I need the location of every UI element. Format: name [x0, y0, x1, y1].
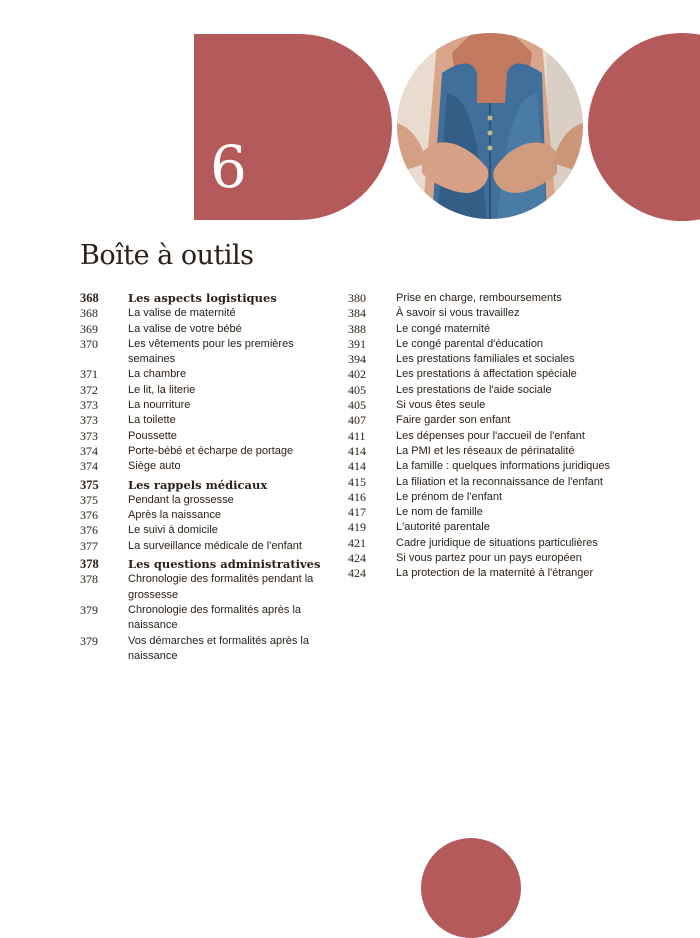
toc-label: Poussette: [128, 429, 177, 442]
toc-page-number: 411: [348, 428, 366, 443]
toc-label: Porte-bébé et écharpe de portage: [128, 444, 294, 457]
toc-section: [80, 478, 330, 493]
toc-page-number: 368: [80, 291, 99, 305]
toc-label: Les dépenses pour l'accueil de l'enfant: [396, 429, 585, 442]
toc-entry: [348, 551, 648, 566]
toc-label: Vos démarches et formalités après la naissance: [128, 634, 309, 662]
toc-label: Cadre juridique de situations particulières: [396, 536, 598, 549]
toc-column-left: [80, 291, 330, 664]
toc-entry: [348, 337, 648, 352]
toc-label: La surveillance médicale de l'enfant: [128, 539, 302, 552]
toc-label: La famille : quelques informations juridiques: [396, 460, 611, 473]
toc-page-number: 378: [80, 557, 99, 572]
toc-entry: [348, 566, 648, 581]
toc-entry: [348, 490, 648, 505]
toc-entry: [80, 459, 330, 474]
toc-entry: [348, 505, 648, 520]
toc-label: Chronologie des formalités pendant la grossesse: [128, 573, 314, 601]
toc-page-number: 371: [80, 367, 98, 382]
toc-page-number: 405: [348, 382, 366, 397]
decorative-circle-bottom: [421, 838, 521, 938]
toc-label: Le prénom de l'enfant: [396, 490, 503, 503]
toc-page-number: 384: [348, 306, 366, 321]
toc-label: Pendant la grossesse: [128, 493, 234, 506]
toc-page-number: 394: [348, 352, 366, 367]
toc-entry: [348, 413, 648, 428]
toc-entry: [80, 523, 330, 538]
photo-illustration: [397, 33, 583, 219]
toc-entry: [80, 429, 330, 444]
toc-entry: [80, 572, 330, 603]
toc-entry: [348, 322, 648, 337]
toc-entry: [80, 306, 330, 321]
toc-label: Le lit, la literie: [128, 383, 196, 396]
toc-label: La PMI et les réseaux de périnatalité: [396, 444, 575, 457]
toc-page-number: 415: [348, 474, 366, 489]
toc-page-number: 417: [348, 505, 366, 520]
toc-label: Après la naissance: [128, 509, 221, 522]
toc-page-number: 388: [348, 321, 366, 336]
toc-entry: [348, 536, 648, 551]
chapter-number: 6: [210, 133, 247, 201]
toc-page-number: 421: [348, 535, 366, 550]
chapter-title: Boîte à outils: [80, 240, 254, 271]
toc-entry: [348, 459, 648, 474]
toc-page-number: 373: [80, 413, 98, 428]
toc-entry: [348, 367, 648, 382]
toc-label: Faire garder son enfant: [396, 414, 511, 427]
decorative-circle-right: [588, 33, 700, 221]
toc-page-number: 416: [348, 489, 366, 504]
toc-page-number: 391: [348, 336, 366, 351]
toc-label: Le congé maternité: [396, 322, 491, 335]
toc-label: Prise en charge, remboursements: [396, 292, 562, 304]
toc-label: Les questions administratives: [128, 557, 321, 572]
toc-label: Les prestations familiales et sociales: [396, 353, 575, 366]
toc-page-number: 373: [80, 428, 98, 443]
toc-label: La valise de votre bébé: [128, 322, 242, 335]
toc-label: Les rappels médicaux: [128, 477, 268, 492]
toc-page-number: 370: [80, 336, 98, 351]
pregnant-belly-photo: [397, 33, 583, 219]
toc-entry: [80, 367, 330, 382]
toc-column-right: [348, 291, 648, 582]
toc-label: Le nom de famille: [396, 506, 483, 519]
toc-entry: [80, 413, 330, 428]
toc-label: La chambre: [128, 368, 187, 381]
toc-entry: [80, 603, 330, 634]
toc-page-number: 414: [348, 459, 366, 474]
toc-entry: [80, 398, 330, 413]
toc-entry: [80, 444, 330, 459]
toc-entry: [80, 634, 330, 665]
toc-page-number: 374: [80, 459, 98, 474]
toc-entry: [348, 306, 648, 321]
toc-page-number: 424: [348, 551, 366, 566]
toc-entry: [80, 508, 330, 523]
toc-page-number: 376: [80, 508, 98, 523]
toc-label: À savoir si vous travaillez: [396, 307, 520, 320]
toc-page-number: 379: [80, 602, 98, 617]
toc-entry: [80, 493, 330, 508]
toc-page-number: 405: [348, 398, 366, 413]
toc-entry: [348, 475, 648, 490]
toc-page-number: 377: [80, 538, 98, 553]
toc-page-number: 407: [348, 413, 366, 428]
toc-label: Les prestations de l'aide sociale: [396, 383, 552, 396]
toc-label: Siège auto: [128, 460, 181, 473]
toc-entry: [80, 337, 330, 368]
toc-label: Les vêtements pour les premières semaines: [128, 337, 294, 366]
toc-section: [80, 557, 330, 572]
toc-entry: [348, 352, 648, 367]
toc-entry: [80, 322, 330, 337]
toc-label: Les prestations à affectation spéciale: [396, 368, 577, 381]
toc-label: Chronologie des formalités après la naissance: [128, 603, 302, 632]
toc-page-number: 369: [80, 321, 98, 336]
toc-entry: [80, 539, 330, 554]
toc-label: Le congé parental d'éducation: [396, 337, 544, 350]
toc-page-number: 419: [348, 520, 366, 535]
toc-label: Le suivi à domicile: [128, 524, 218, 537]
toc-section: [80, 291, 330, 306]
toc-label: L'autorité parentale: [396, 521, 490, 534]
toc-label: Les aspects logistiques: [128, 291, 277, 305]
toc-page-number: 379: [80, 633, 98, 648]
toc-label: La protection de la maternité à l'étranger: [396, 567, 594, 580]
toc-page-number: 375: [80, 492, 98, 507]
toc-label: La filiation et la reconnaissance de l'enfant: [396, 475, 603, 488]
toc-page-number: 402: [348, 367, 366, 382]
toc-entry: [80, 383, 330, 398]
toc-entry: [348, 429, 648, 444]
toc-page-number: 375: [80, 477, 99, 492]
toc-entry: [348, 520, 648, 535]
toc-label: La valise de maternité: [128, 307, 236, 320]
toc-label: Si vous partez pour un pays européen: [396, 552, 582, 565]
toc-entry: [348, 444, 648, 459]
toc-page-number: 414: [348, 443, 366, 458]
toc-page-number: 378: [80, 572, 98, 587]
toc-page-number: 373: [80, 398, 98, 413]
toc-page-number: 424: [348, 566, 366, 581]
toc-entry: [348, 291, 648, 306]
toc-entry: [348, 398, 648, 413]
toc-page-number: 372: [80, 382, 98, 397]
toc-entry: [348, 383, 648, 398]
toc-label: La nourriture: [128, 399, 191, 412]
toc-label: Si vous êtes seule: [396, 399, 486, 412]
toc-page-number: 376: [80, 523, 98, 538]
toc-page-number: 380: [348, 291, 366, 305]
toc-page-number: 368: [80, 306, 98, 321]
toc-page-number: 374: [80, 443, 98, 458]
toc-label: La toilette: [128, 414, 176, 427]
